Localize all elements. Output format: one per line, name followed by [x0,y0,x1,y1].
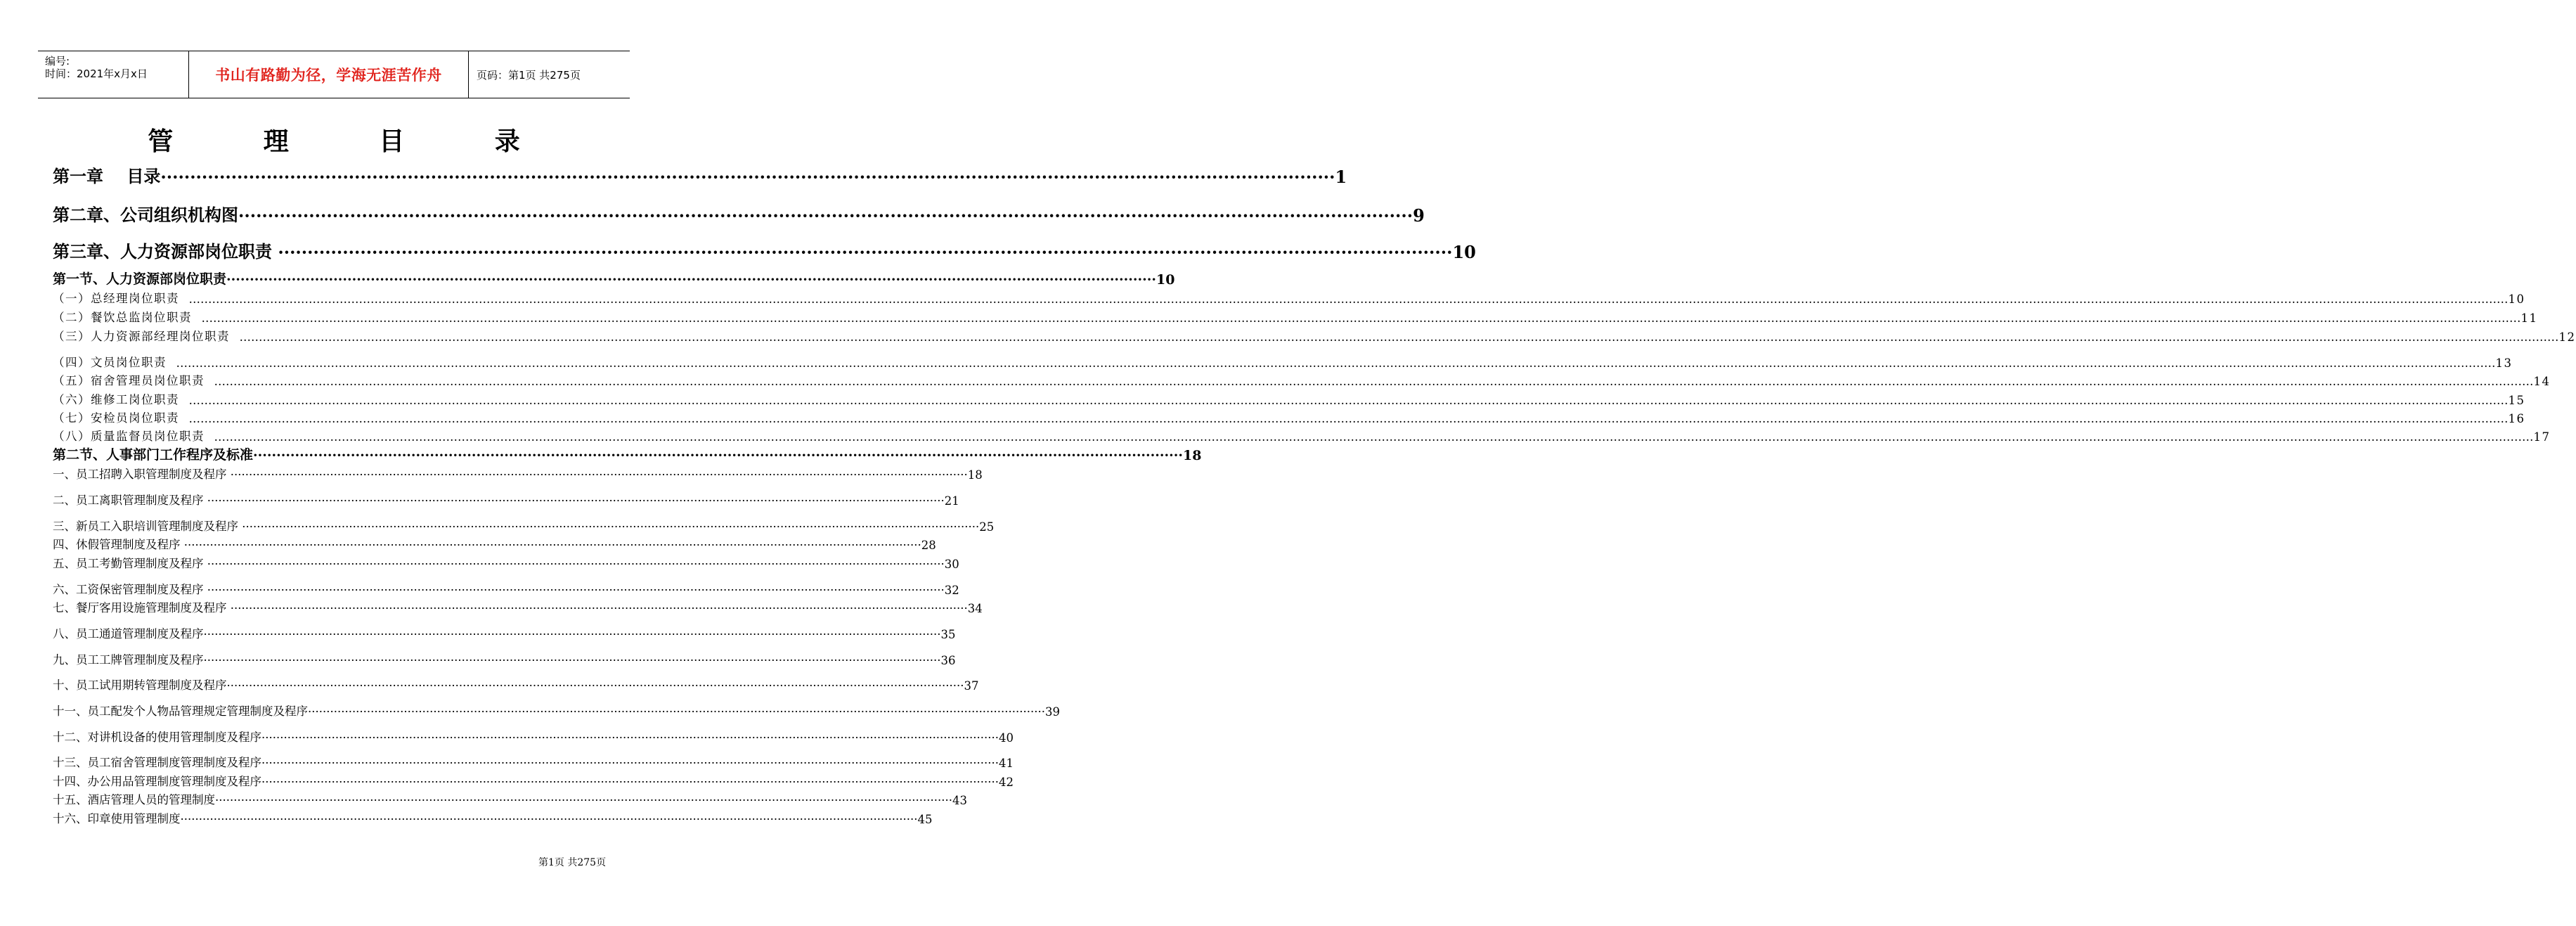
dot-leader: ········································································································································································································ [226,679,964,693]
header-table [38,51,630,98]
toc-subitem[interactable] [53,289,2525,306]
toc-subitem[interactable] [53,427,2551,444]
toc-item[interactable] [53,753,1014,770]
dot-leader: ········································································································································································································ [308,705,1045,719]
toc-subitem[interactable] [53,327,2576,344]
dot-leader: ········································································································································································································ [207,558,945,571]
toc-entry-label: 四、休假管理制度及程序 [53,538,184,551]
toc-chapter[interactable] [53,163,1347,187]
toc-page-number: 14 [2533,375,2551,388]
toc-page-number: 12 [2558,330,2576,344]
toc-page-number: 18 [967,468,983,482]
toc-entry-label: 一、员工招聘入职管理制度及程序 [53,468,231,481]
toc-entry-label: 十四、办公用品管理制度管理制度及程序 [53,775,261,788]
toc-entry-label: 第二节、人事部门工作程序及标准 [53,447,254,463]
toc-item[interactable] [53,728,1014,745]
toc-page-number: 43 [952,794,967,807]
toc-item[interactable] [53,624,956,641]
toc-subitem[interactable] [53,390,2525,407]
toc-page-number: 34 [967,602,983,615]
toc-entry-label: 七、餐厅客用设施管理制度及程序 [53,601,231,615]
dot-leader: ········································································································································································································ [180,813,918,826]
toc-section[interactable] [53,445,1202,463]
toc-entry-label: 十一、员工配发个人物品管理规定管理制度及程序 [53,705,308,718]
dot-leader: ········································································································································································································ [253,448,1183,463]
toc-entry-label: 十五、酒店管理人员的管理制度 [53,793,215,806]
dot-leader: ········································································································································································································ [207,584,945,597]
dot-leader: …………………………………………………………………………………………………………………………………………………………………………………………………………………………………………………………………………………………………………………………………………………………………………………………………………………………………………………………………………………………………………………………………………………… [214,375,2534,388]
dot-leader: ········································································································································································································ [160,167,1335,187]
toc-entry-label: 十、员工试用期转管理制度及程序 [53,679,227,692]
dot-leader: ········································································································································································································ [261,776,999,789]
dot-leader: ········································································································································································································ [261,757,999,770]
toc-item[interactable] [53,554,959,571]
toc-page-number: 42 [998,776,1014,789]
toc-item[interactable] [53,676,979,693]
toc-page-number: 32 [944,584,959,597]
toc-item[interactable] [53,702,1060,719]
toc-entry-label: 第二章、公司组织机构图 [53,205,238,225]
toc-page-number: 9 [1413,205,1425,226]
dot-leader: ········································································································································································································ [203,654,941,667]
toc-item[interactable] [53,517,995,534]
header-motto-cell [189,51,469,98]
dot-leader: …………………………………………………………………………………………………………………………………………………………………………………………………………………………………………………………………………………………………………………………………………………………………………………………………………………………………………………………………………………………………………………………………………………… [176,356,2496,370]
toc-entry-label: （七）安检员岗位职责 [53,411,189,425]
toc-page-number: 35 [940,628,956,641]
motto: 书山有路勤为径，学海无涯苦作舟 [215,67,442,84]
time-label: 时间：2021年x月x日 [45,67,148,80]
toc-item[interactable] [53,535,936,552]
toc-entry-label: 第三章、人力资源部岗位职责 [53,241,278,262]
toc-entry-label: 第一节、人力资源部岗位职责 [53,271,227,287]
toc-page-number: 10 [2508,292,2525,306]
toc-page-number: 45 [917,813,933,826]
toc-section[interactable] [53,269,1175,288]
dot-leader: ········································································································································································································ [183,539,921,552]
dot-leader: …………………………………………………………………………………………………………………………………………………………………………………………………………………………………………………………………………………………………………………………………………………………………………………………………………………………………………………………………………………………………………………………………………………… [239,330,2559,344]
toc-page-number: 1 [1335,167,1347,187]
toc-entry-label: 十二、对讲机设备的使用管理制度及程序 [53,731,261,744]
page-label: 页码：第1页 共275页 [477,68,581,82]
toc-entry-label: 三、新员工入职培训管理制度及程序 [53,520,242,533]
toc-item[interactable] [53,598,983,615]
toc-page-number: 15 [2508,394,2525,407]
toc-page-number: 41 [998,757,1014,770]
toc-page-number: 16 [2508,412,2525,425]
page-title: 管 理 目 录 [148,127,561,156]
page-footer: 第1页 共275页 [538,857,607,868]
dot-leader: ········································································································································································································ [242,520,980,534]
toc-item[interactable] [53,465,983,482]
toc-entry-label: 六、工资保密管理制度及程序 [53,583,207,596]
toc-chapter[interactable] [53,202,1425,226]
toc-page-number: 21 [944,494,959,508]
toc-item[interactable] [53,650,956,667]
toc-subitem[interactable] [53,353,2513,370]
toc-entry-label: （六）维修工岗位职责 [53,393,189,406]
dot-leader: …………………………………………………………………………………………………………………………………………………………………………………………………………………………………………………………………………………………………………………………………………………………………………………………………………………………………………………………………………………………………………………………………………………… [201,311,2521,325]
toc-page-number: 13 [2495,356,2513,370]
toc-page-number: 28 [921,539,936,552]
toc-page-number: 18 [1182,448,1202,463]
dot-leader: ········································································································································································································ [207,494,945,508]
toc-entry-label: （一）总经理岗位职责 [53,292,189,305]
number-label: 编号: [45,55,70,67]
toc-entry-label: （四）文员岗位职责 [53,356,176,369]
toc-entry-label: （二）餐饮总监岗位职责 [53,311,202,324]
toc-subitem[interactable] [53,308,2538,325]
toc-item[interactable] [53,491,959,508]
dot-leader: …………………………………………………………………………………………………………………………………………………………………………………………………………………………………………………………………………………………………………………………………………………………………………………………………………………………………………………………………………………………………………………………………………………… [214,430,2534,444]
toc-page-number: 40 [998,731,1014,745]
dot-leader: ········································································································································································································ [230,468,968,482]
toc-item[interactable] [53,772,1014,789]
toc-page-number: 30 [944,558,959,571]
toc-entry-label: 第一章 目录 [53,166,161,186]
dot-leader: ········································································································································································································ [261,731,999,745]
dot-leader: ········································································································································································································ [278,242,1453,262]
toc-entry-label: （五）宿舍管理员岗位职责 [53,374,214,387]
toc-page-number: 37 [964,679,979,693]
toc-item[interactable] [53,580,959,597]
header-meta-cell [38,51,189,98]
toc-subitem[interactable] [53,409,2525,425]
toc-entry-label: （八）质量监督员岗位职责 [53,430,214,443]
toc-page-number: 25 [979,520,995,534]
toc-page-number: 10 [1156,272,1175,288]
dot-leader: ········································································································································································································ [230,602,968,615]
toc-page-number: 17 [2533,430,2551,444]
toc-page-number: 11 [2520,311,2538,325]
toc-item[interactable] [53,790,967,807]
toc-entry-label: 五、员工考勤管理制度及程序 [53,557,207,570]
toc-entry-label: （三）人力资源部经理岗位职责 [53,330,240,343]
toc-page-number: 10 [1452,242,1476,262]
toc-entry-label: 九、员工工牌管理制度及程序 [53,653,204,667]
dot-leader: ········································································································································································································ [226,272,1156,288]
dot-leader: ········································································································································································································ [238,205,1413,226]
toc-page-number: 39 [1044,705,1060,719]
toc-entry-label: 二、员工离职管理制度及程序 [53,494,207,507]
dot-leader: …………………………………………………………………………………………………………………………………………………………………………………………………………………………………………………………………………………………………………………………………………………………………………………………………………………………………………………………………………………………………………………………………………………… [188,412,2509,425]
toc-entry-label: 十六、印章使用管理制度 [53,812,181,825]
toc-entry-label: 十三、员工宿舍管理制度管理制度及程序 [53,756,261,769]
toc-page-number: 36 [940,654,956,667]
toc-entry-label: 八、员工通道管理制度及程序 [53,627,204,641]
dot-leader: ········································································································································································································ [215,794,952,807]
toc-chapter[interactable] [53,238,1476,262]
dot-leader: …………………………………………………………………………………………………………………………………………………………………………………………………………………………………………………………………………………………………………………………………………………………………………………………………………………………………………………………………………………………………………………………………………………… [188,394,2509,407]
dot-leader: …………………………………………………………………………………………………………………………………………………………………………………………………………………………………………………………………………………………………………………………………………………………………………………………………………………………………………………………………………………………………………………………………………………… [188,292,2509,306]
dot-leader: ········································································································································································································ [203,628,941,641]
toc-item[interactable] [53,809,933,826]
toc-subitem[interactable] [53,371,2551,388]
